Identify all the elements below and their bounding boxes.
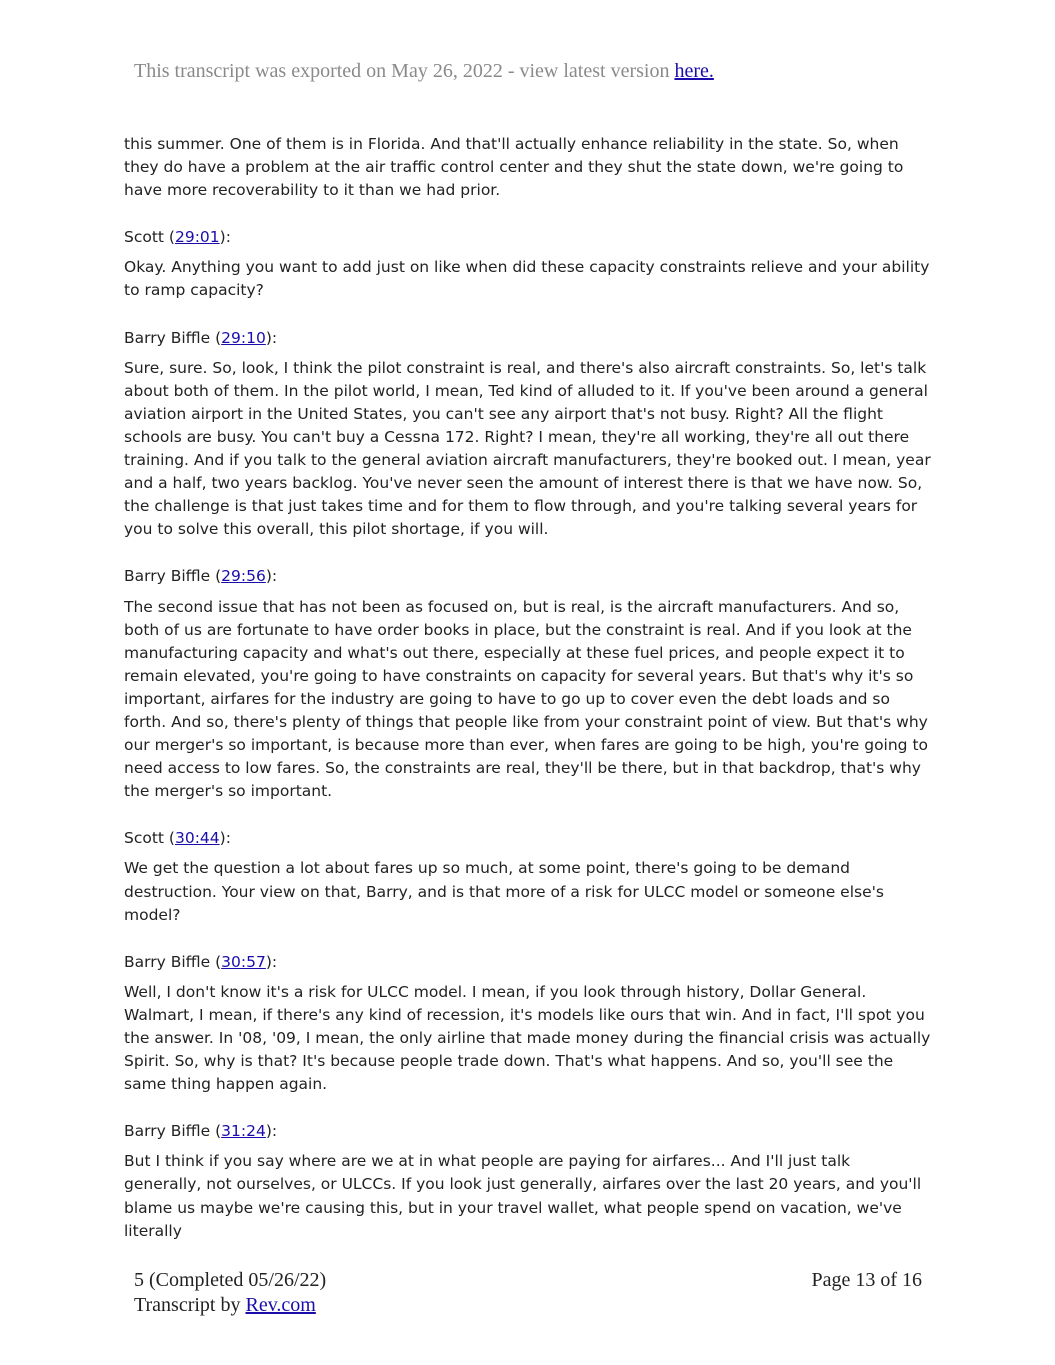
transcript-paragraph: Well, I don't know it's a risk for ULCC model. I mean, if you look through history, Dollar General. Walmart, I mean, if there's any kind of recession, it's models like ours that win. And in fact, I'll spot you the answer. In '08, '09, I mean, the only airline that made money during the financial crisis was actually Spirit. So, why is that? It's because people trade down. That's what happens. And so, you'll see the same thing happen again.	[124, 982, 931, 1094]
timestamp-link[interactable]: 31:24	[221, 1122, 266, 1141]
page-number: Page 13 of 16	[811, 1269, 922, 1291]
timestamp-link[interactable]: 29:01	[174, 228, 220, 247]
latest-version-link[interactable]: here.	[674, 60, 714, 82]
transcript-paragraph: The second issue that has not been as focused on, but is real, is the aircraft manufacturers. And so, both of us are fortunate to have order books in place, but the constraint is real. And if you look at the manufacturing capacity and what's out there, especially at these fuel prices, and people expect it to remain elevated, you're going to have constraints on capacity for several years. But that's why it's so important, airfares for the industry are going to have to go up to cover even the debt loads and so forth. And so, there's plenty of things that people like from your constraint point of view. But that's why our merger's so important, is because more than ever, when fares are going to be high, you're going to need access to low fares. So, the constraints are real, they'll be there, but in that backdrop, that's why the merger's so important.	[124, 597, 929, 801]
transcript-body	[124, 133, 932, 1267]
transcript-paragraph: this summer. One of them is in Florida. And that'll actually enhance reliability in the state. So, when they do have a problem at the air traffic control center and they shut the state down, we're going to have more recoverability to it than we had prior.	[124, 135, 904, 200]
transcript-credit	[134, 1293, 326, 1318]
credit-prefix: Transcript by	[134, 1294, 246, 1316]
speaker-line: Barry Biffle (30:57):	[124, 952, 278, 971]
transcript-paragraph: Sure, sure. So, look, I think the pilot constraint is real, and there's also aircraft constraints. So, let's talk about both of them. In the pilot world, I mean, Ted kind of alluded to it. If you've been around a general aviation airport in the United States, you can't see any airport that's not busy. Right? All the flight schools are busy. You can't buy a Cessna 172. Right? I mean, they're all working, they're all out there training. And if you talk to the general aviation aircraft manufacturers, they're booked out. I mean, year and a half, two years backlog. You've never seen the amount of interest there is that we have now. So, the challenge is that just takes time and for them to flow through, and you're talking several years for you to solve this overall, this pilot shortage, if you will.	[124, 358, 931, 539]
rev-link[interactable]: Rev.com	[245, 1294, 316, 1316]
footer-info	[134, 1268, 326, 1318]
timestamp-link[interactable]: 30:44	[174, 829, 220, 848]
speaker-name: Scott	[124, 829, 164, 848]
export-notice	[134, 60, 714, 83]
speaker-line: Barry Biffle (31:24):	[124, 1122, 278, 1141]
transcript-paragraph: Okay. Anything you want to add just on like when did these capacity constraints relieve and your ability to ramp capacity?	[124, 258, 930, 300]
timestamp-link[interactable]: 29:56	[221, 567, 266, 586]
speaker-name: Barry Biffle	[124, 567, 211, 586]
export-notice-text: This transcript was exported on May 26, 2022 - view latest version	[134, 60, 675, 82]
speaker-name: Barry Biffle	[124, 952, 211, 971]
transcript-paragraph: But I think if you say where are we at in what people are paying for airfares... And I'll just talk generally, not ourselves, or ULCCs. If you look just generally, airfares over the last 20 years, and you'll blame us maybe we're causing this, but in your travel wallet, what people spend on vacation, we've literally	[124, 1152, 922, 1240]
speaker-line: Scott (30:44):	[124, 829, 231, 848]
completion-note: 5 (Completed 05/26/22)	[134, 1269, 327, 1291]
speaker-line: Barry Biffle (29:10):	[124, 328, 278, 347]
timestamp-link[interactable]: 30:57	[221, 952, 266, 971]
speaker-line: Scott (29:01):	[124, 228, 231, 247]
timestamp-link[interactable]: 29:10	[221, 328, 266, 347]
speaker-name: Scott	[124, 228, 164, 247]
speaker-line: Barry Biffle (29:56):	[124, 567, 278, 586]
speaker-name: Barry Biffle	[124, 328, 211, 347]
speaker-name: Barry Biffle	[124, 1122, 211, 1141]
transcript-paragraph: We get the question a lot about fares up so much, at some point, there's going to be demand destruction. Your view on that, Barry, and is that more of a risk for ULCC model or someone else's model?	[124, 859, 884, 924]
